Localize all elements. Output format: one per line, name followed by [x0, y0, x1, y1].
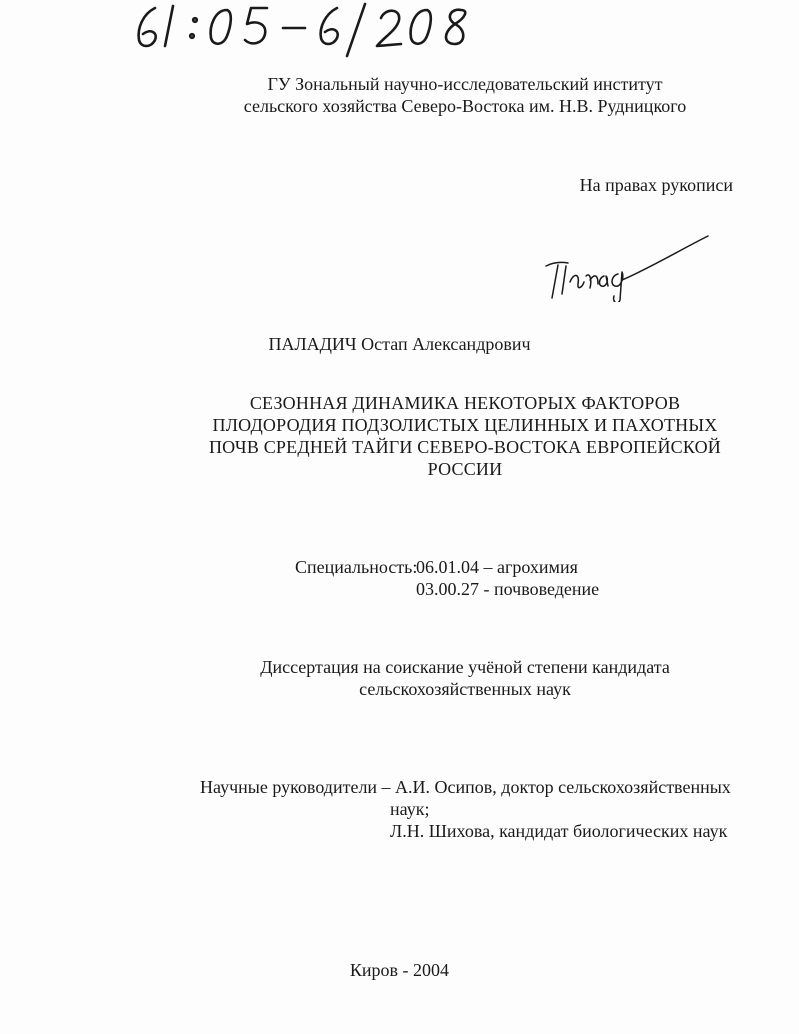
author-name: ПАЛАДИЧ Остап Александрович: [268, 334, 531, 354]
archive-code-handwritten: [125, 0, 485, 60]
degree-statement: [225, 656, 705, 700]
supervisors-block: [200, 776, 731, 842]
title-line-4: РОССИИ: [427, 459, 503, 479]
institute-line-2: сельского хозяйства Северо-Востока им. Н.В. Рудницкого: [243, 96, 687, 116]
title-line-3: ПОЧВ СРЕДНЕЙ ТАЙГИ СЕВЕРО-ВОСТОКА ЕВРОПЕЙСКОЙ: [208, 437, 722, 457]
degree-line-2: сельскохозяйственных наук: [359, 679, 571, 699]
institute-name: [180, 73, 750, 117]
dissertation-title: [190, 392, 740, 480]
title-line-1: СЕЗОННАЯ ДИНАМИКА НЕКОТОРЫХ ФАКТОРОВ: [249, 393, 681, 413]
specialty-block: [295, 556, 599, 600]
specialty-label: Специальность:: [295, 557, 418, 577]
title-line-2: ПЛОДОРОДИЯ ПОДЗОЛИСТЫХ ЦЕЛИННЫХ И ПАХОТНЫХ: [212, 415, 718, 435]
specialty-label-spacer: [295, 578, 416, 600]
specialty-row-1: [295, 556, 599, 578]
rights-note: На правах рукописи: [579, 175, 733, 195]
specialty-first: 06.01.04 – агрохимия: [416, 557, 578, 577]
supervisors-line-2: наук;: [390, 799, 430, 819]
institute-line-1: ГУ Зональный научно-исследовательский институт: [267, 74, 663, 94]
specialty-second: 03.00.27 - почвоведение: [416, 579, 600, 599]
archive-code-image: [125, 0, 485, 60]
specialty-row-2: [295, 578, 599, 600]
supervisors-line-1: Научные руководители – А.И. Осипов, доктор сельскохозяйственных: [200, 777, 731, 797]
degree-line-1: Диссертация на соискание учёной степени кандидата: [260, 657, 670, 677]
supervisors-line-3: Л.Н. Шихова, кандидат биологических наук: [390, 821, 728, 841]
signature-image: [540, 232, 715, 302]
author-signature: [540, 232, 715, 302]
city-year: Киров - 2004: [349, 960, 450, 980]
